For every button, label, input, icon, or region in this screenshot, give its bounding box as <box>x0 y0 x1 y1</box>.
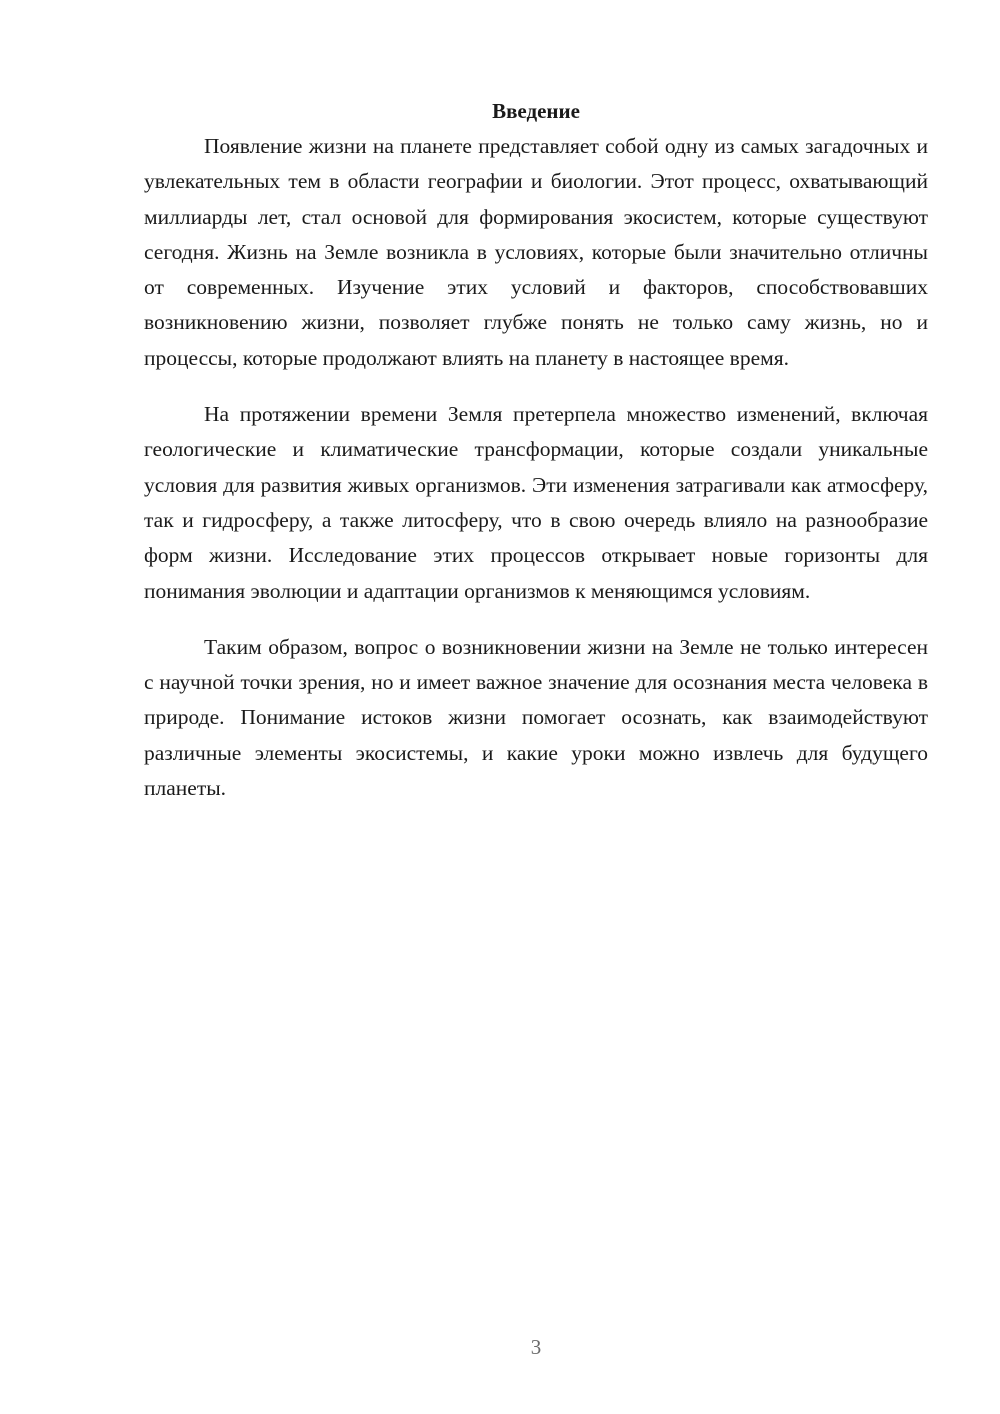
page-number: 3 <box>530 1335 542 1359</box>
paragraph-1: Появление жизни на планете представляет собой одну из самых загадочных и увлекательных тем в области географии и биологии. Этот процесс, охватывающий миллиарды лет, стал основой для формирования экосистем, которые существуют сегодня. Жизнь на Земле возникла в условиях, которые были значительно отличны от современных. Изучение этих условий и факторов, способствовавших возникновению жизни, позволяет глубже понять не только саму жизнь, но и процессы, которые продолжают влиять на планету в настоящее время. <box>144 134 928 370</box>
page-content <box>144 94 928 806</box>
paragraph-3: Таким образом, вопрос о возникновении жизни на Земле не только интересен с научной точки зрения, но и имеет важное значение для осознания места человека в природе. Понимание истоков жизни помогает осознать, как взаимодействуют различные элементы экосистемы, и какие уроки можно извлечь для будущего планеты. <box>144 634 928 801</box>
paragraph-2: На протяжении времени Земля претерпела множество изменений, включая геологические и климатические трансформации, которые создали уникальные условия для развития живых организмов. Эти изменения затрагивали как атмосферу, так и гидросферу, а также литосферу, что в свою очередь влияло на разнообразие форм жизни. Исследование этих процессов открывает новые горизонты для понимания эволюции и адаптации организмов к меняющимся условиям. <box>144 402 928 603</box>
section-heading: Введение <box>492 99 580 123</box>
